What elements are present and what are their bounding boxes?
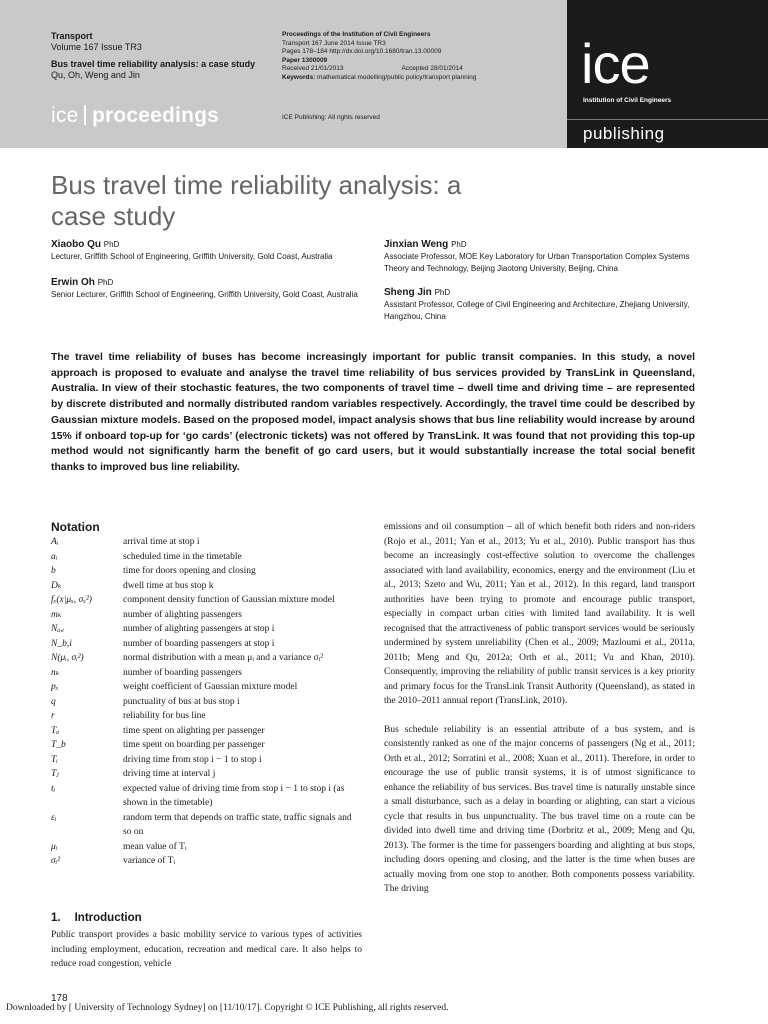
body-paragraph: emissions and oil consumption – all of which benefit both riders and non-riders (Rojo et al., 2011; Yan et al., 2013; Yu et al., 2010). Public transport has thus become an increasingly cost-effective solution to overcome the challenges associated with land availability, economics, energy and the environment (Liu et al., 2013; Szeto and Wu, 2011; Yan et al., 2012). In this regard, land transport authorities have been trying to promote and encourage public transport, especially in compact urban cities with limited land availability. It is well recognised that the attractiveness of public transport services would be seriously undermined by system unreliability (Chen et al., 2009; Mazloumi et al., 2011a, 2011b; Meng and Qu, 2012a; Orth et al., 2011; Vu and Khan, 2010). Consequently, improving the reliability of public transit services is a key priority and primary focus for the TransLink Transit Authority (Queensland), as stated in the 2010–2011 annual report (TransLink, 2010). bbox=[384, 522, 695, 706]
notation-definition: punctuality of bus at bus stop i bbox=[123, 696, 240, 707]
author-degree: PhD bbox=[451, 240, 467, 249]
notation-definition: variance of Tᵢ bbox=[123, 856, 176, 866]
journal-name: Transport bbox=[51, 31, 93, 41]
notation-definition: scheduled time in the timetable bbox=[123, 551, 242, 562]
notation-row bbox=[51, 622, 361, 637]
author-name: Erwin Oh bbox=[51, 277, 95, 288]
journal-volume: Volume 167 Issue TR3 bbox=[51, 42, 142, 52]
paper-title: Bus travel time reliability analysis: a case study bbox=[51, 170, 462, 231]
notation-symbol: T_b bbox=[51, 740, 66, 750]
author-degree: PhD bbox=[103, 240, 120, 249]
section-heading bbox=[51, 912, 142, 924]
notation-row bbox=[51, 564, 361, 579]
section-number: 1. bbox=[51, 912, 61, 924]
author-affiliation: Senior Lecturer, Griffith School of Engineering, Griffith University, Gold Coast, Australia bbox=[51, 290, 358, 299]
abstract: The travel time reliability of buses has become increasingly important for public transit companies. In this study, a novel approach is proposed to evaluate and analyse the travel time reliability of bus services provided by TransLink in Queensland, Australia. In view of their stochastic features, the two components of travel time – dwell time and driving time – are represented by discrete distributed and normally distributed random variables respectively. Accordingly, the travel time could be described by Gaussian mixture models. Based on the proposed model, impact analysis shows that bus line reliability would increase by around 15% if onboard top-up for ‘go cards’ (electronic tickets) was not offered by TransLink. It was found that not providing this top-up method would not significantly harm the benefit of go card users, but it would substantially increase the total social benefit thanks to improved bus line reliability. bbox=[51, 352, 695, 473]
logo-subtitle: Institution of Civil Engineers bbox=[583, 97, 672, 104]
proceedings-title: Proceedings of the Institution of Civil Engineers bbox=[282, 31, 431, 38]
running-article-title: Bus travel time reliability analysis: a case study bbox=[51, 59, 256, 69]
notation-symbol: Dₖ bbox=[51, 580, 62, 591]
author-affiliation: Lecturer, Griffith School of Engineering, Griffith University, Gold Coast, Australia bbox=[51, 252, 333, 261]
notation-definition: time spent on boarding per passenger bbox=[123, 740, 265, 750]
introduction-paragraph: Public transport provides a basic mobility service to various types of activities including employment, education, recreation and medical care. It also helps to reduce road congestion, vehicle bbox=[51, 930, 362, 969]
author-degree: PhD bbox=[434, 288, 451, 297]
dates bbox=[282, 65, 562, 74]
accepted-date: Accepted 28/01/2014 bbox=[401, 65, 463, 73]
notation-symbol: tᵢ bbox=[51, 783, 56, 794]
notation-definition: component density function of Gaussian mixture model bbox=[123, 595, 335, 605]
author-block bbox=[51, 276, 361, 301]
notation-symbol: fₓ(x|μₓ, σₓ²) bbox=[51, 595, 92, 605]
keywords-text: mathematical modelling/public policy/transport planning bbox=[317, 73, 477, 81]
notation-symbol: N_b,i bbox=[51, 638, 72, 649]
notation-symbol: b bbox=[51, 566, 56, 576]
right-column bbox=[384, 520, 695, 911]
notation-symbol: μᵢ bbox=[51, 841, 58, 852]
notation-symbol: N(μᵢ, σᵢ²) bbox=[51, 653, 84, 663]
notation-symbol: εᵢ bbox=[51, 812, 57, 823]
received-date: Received 21/01/2013 bbox=[282, 65, 344, 73]
notation-definition: expected value of driving time from stop i − 1 to stop i (as shown in the timetable) bbox=[123, 783, 345, 808]
keywords bbox=[282, 74, 562, 83]
notation-symbol: q bbox=[51, 696, 56, 707]
running-authors: Qu, Oh, Weng and Jin bbox=[51, 70, 140, 80]
author-block bbox=[384, 238, 694, 274]
notation-row bbox=[51, 782, 361, 811]
notation-symbol: Tⱼ bbox=[51, 769, 59, 779]
notation-definition: time for doors opening and closing bbox=[123, 566, 256, 576]
journal-info bbox=[51, 31, 266, 81]
notation-definition: driving time at interval j bbox=[123, 769, 216, 779]
notation-definition: reliability for bus line bbox=[123, 711, 206, 721]
notation-symbol: r bbox=[51, 711, 55, 721]
notation-row bbox=[51, 767, 361, 782]
author-name: Sheng Jin bbox=[384, 287, 432, 298]
pages-doi: Pages 178–184 http://dx.doi.org/10.1680/tran.13.00009 bbox=[282, 48, 442, 56]
author-name: Jinxian Weng bbox=[384, 239, 449, 250]
brand-divider bbox=[84, 105, 86, 125]
notation-definition: arrival time at stop i bbox=[123, 537, 200, 547]
logo-ice-text: ice bbox=[581, 32, 650, 95]
notation-row bbox=[51, 666, 361, 681]
notation-symbol: mₖ bbox=[51, 609, 62, 620]
notation-definition: dwell time at bus stop k bbox=[123, 580, 214, 591]
notation-definition: number of boarding passengers at stop i bbox=[123, 638, 275, 649]
rights-notice: ICE Publishing: All rights reserved bbox=[282, 114, 380, 121]
notation-symbol: σᵢ² bbox=[51, 856, 61, 866]
notation-row bbox=[51, 854, 361, 869]
notation-definition: weight coefficient of Gaussian mixture model bbox=[123, 682, 298, 692]
author-block bbox=[51, 238, 361, 263]
brand-proceedings: proceedings bbox=[91, 104, 220, 127]
notation-definition: number of alighting passengers bbox=[123, 609, 242, 620]
keywords-label: Keywords: bbox=[282, 73, 316, 81]
author-name: Xiaobo Qu bbox=[51, 239, 101, 250]
notation-symbol: Aᵢ bbox=[51, 537, 59, 547]
notation-symbol: Nₐ,ᵢ bbox=[51, 624, 64, 634]
citation: Transport 167 June 2014 Issue TR3 bbox=[282, 39, 386, 47]
notation-row bbox=[51, 695, 361, 710]
notation-definition: driving time from stop i − 1 to stop i bbox=[123, 754, 262, 765]
notation-row bbox=[51, 550, 361, 565]
notation-definition: mean value of Tᵢ bbox=[123, 841, 187, 852]
notation-definition: random term that depends on traffic state, traffic signals and so on bbox=[123, 812, 352, 837]
author-block bbox=[384, 286, 694, 322]
logo-publishing: publishing bbox=[583, 124, 665, 143]
section-title: Introduction bbox=[74, 912, 142, 924]
body-paragraph: Bus schedule reliability is an essential attribute of a bus system, and is consistently ranked as one of the major concerns of passengers (Ng et al., 2011; Orth et al., 2012; Sorratini et al., 2008; Xuan et al., 2011). Therefore, in order to encourage the use of public transit systems, it is of utmost significance to enhance the reliability of bus services. Bus travel time is naturally unstable since a small disturbance, such as a delay in boarding or alighting, can start a vicious cycle that results in bus unpunctuality. The bus travel time on a route can be divided into dwell time and driving time (Dorbritz et al., 2009; Meng and Qu, 2013). The former is the time for passengers boarding and alighting at bus stops, including doors opening and closing, and the latter is the time when buses are actually moving from one stop to another. Both components possess variability. The driving bbox=[384, 724, 695, 894]
notation-heading: Notation bbox=[51, 520, 100, 534]
notation-row bbox=[51, 608, 361, 623]
notation-symbol: aᵢ bbox=[51, 551, 58, 562]
notation-row bbox=[51, 840, 361, 855]
notation-row bbox=[51, 637, 361, 652]
page-number: 178 bbox=[51, 993, 68, 1004]
notation-row bbox=[51, 709, 361, 724]
notation-row bbox=[51, 535, 361, 550]
notation-row bbox=[51, 579, 361, 594]
ice-proceedings-brand bbox=[51, 104, 219, 128]
ice-publishing-logo bbox=[567, 0, 768, 148]
author-affiliation: Assistant Professor, College of Civil Engineering and Architecture, Zhejiang University, Hangzhou, China bbox=[384, 300, 690, 321]
notation-symbol: nₖ bbox=[51, 667, 60, 678]
download-notice: Downloaded by [ University of Technology Sydney] on [11/10/17]. Copyright © ICE Publishing, all rights reserved. bbox=[6, 1003, 449, 1013]
notation-row bbox=[51, 680, 361, 695]
author-affiliation: Associate Professor, MOE Key Laboratory for Urban Transportation Complex Systems Theory and Technology, Beijing Jiaotong University, Beijing, China bbox=[384, 252, 690, 273]
publication-details bbox=[282, 31, 562, 83]
notation-row bbox=[51, 738, 361, 753]
notation-definition: number of boarding passengers bbox=[123, 667, 242, 678]
brand-ice: ice bbox=[51, 104, 79, 127]
notation-row bbox=[51, 651, 361, 666]
notation-row bbox=[51, 811, 361, 840]
author-degree: PhD bbox=[97, 278, 114, 287]
notation-row bbox=[51, 753, 361, 768]
notation-definition: time spent on alighting per passenger bbox=[123, 725, 265, 736]
notation-symbol: pₓ bbox=[51, 682, 59, 692]
notation-symbol: Tᵢ bbox=[51, 754, 58, 765]
logo-divider bbox=[567, 119, 768, 120]
notation-symbol: Tₐ bbox=[51, 725, 60, 736]
notation-list bbox=[51, 535, 361, 869]
notation-row bbox=[51, 724, 361, 739]
paper-number: Paper 1300009 bbox=[282, 56, 328, 64]
notation-definition: normal distribution with a mean μᵢ and a variance σᵢ² bbox=[123, 653, 324, 663]
notation-row bbox=[51, 593, 361, 608]
notation-definition: number of alighting passengers at stop i bbox=[123, 624, 275, 634]
